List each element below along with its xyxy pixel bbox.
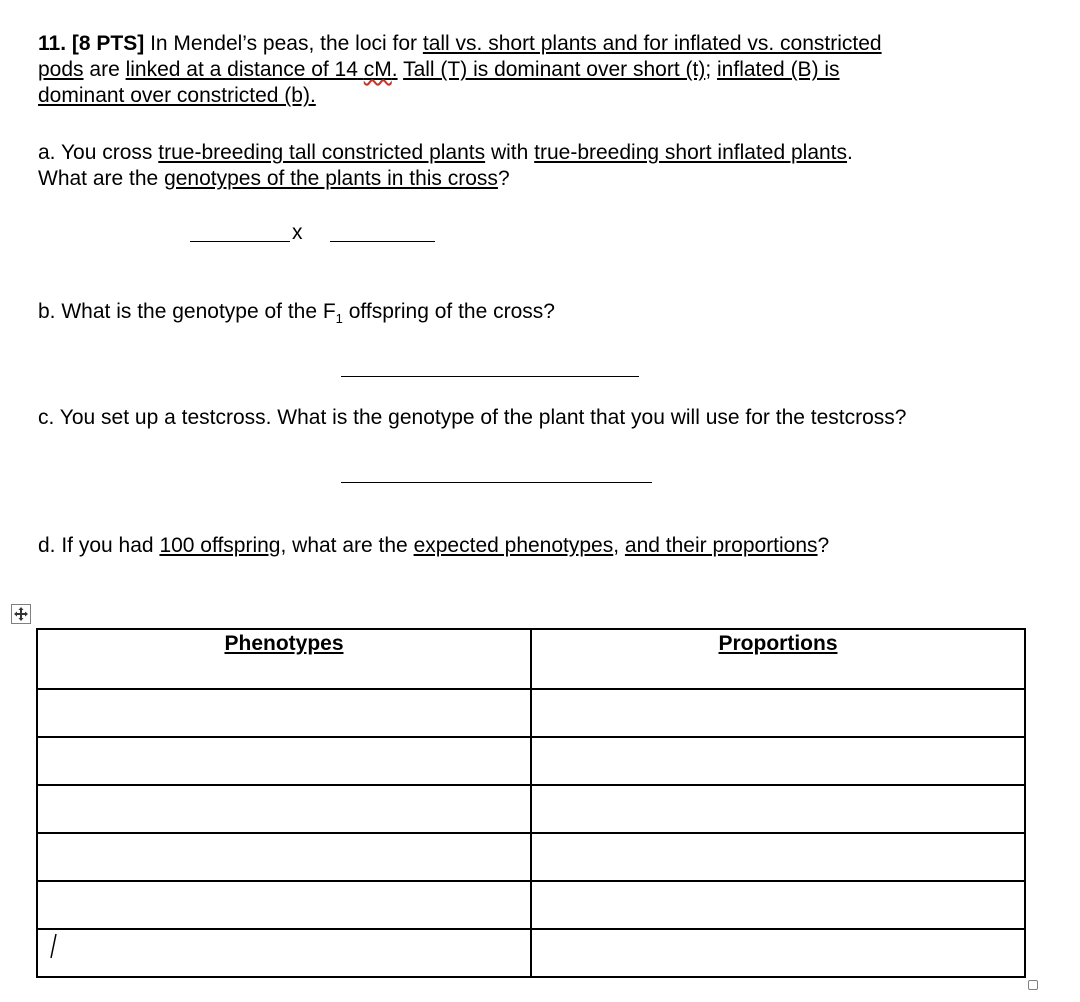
period: . <box>847 141 853 164</box>
linked-text: linked at a distance of 14 <box>125 58 358 81</box>
table-row <box>37 689 1025 737</box>
table-move-icon[interactable] <box>11 604 31 624</box>
question-intro: In Mendel’s peas, the loci for <box>150 32 418 55</box>
part-a-line-2 <box>38 166 853 192</box>
table-resize-icon[interactable] <box>1028 980 1038 990</box>
dominant-phrase: dominant over constricted (b). <box>38 84 316 107</box>
question-11 <box>38 31 882 109</box>
answer-blank-testcross[interactable] <box>341 482 652 483</box>
phenotypes-header <box>37 629 531 689</box>
phenotype-cell[interactable] <box>37 929 531 977</box>
part-c <box>38 405 907 431</box>
phenotype-cell[interactable] <box>37 833 531 881</box>
cm-unit: cM <box>363 58 392 81</box>
part-b <box>38 299 555 332</box>
question-line-2 <box>38 57 882 83</box>
text-cursor-icon <box>44 932 64 962</box>
part-c-text: c. You set up a testcross. What is the genotype of the plant that you will use for the testcross? <box>38 406 907 429</box>
proportions-header <box>531 629 1025 689</box>
semicolon: ; <box>705 58 712 81</box>
answer-blank-f1[interactable] <box>341 376 639 377</box>
question-points: [8 PTS] <box>71 32 145 55</box>
table-row <box>37 737 1025 785</box>
loci-phrase: tall vs. short plants and for inflated vs. constricted <box>422 32 882 55</box>
move-arrows-icon <box>14 607 28 621</box>
proportion-cell[interactable] <box>531 929 1025 977</box>
phenotype-table <box>36 628 1026 978</box>
part-b-text-1: b. What is the genotype of the F <box>38 300 336 323</box>
part-a-line2-start: What are the <box>38 167 159 190</box>
question-mark: ? <box>497 167 510 190</box>
f1-subscript: 1 <box>335 311 343 327</box>
linked-phrase: linked at a distance of 14 cM. <box>125 58 398 81</box>
inflated-phrase: inflated (B) is <box>717 58 840 81</box>
part-d-question-mark: ? <box>817 534 830 557</box>
proportions-phrase: and their proportions <box>624 534 818 557</box>
question-number: 11. <box>38 32 67 55</box>
phenotype-cell[interactable] <box>37 785 531 833</box>
part-a <box>38 140 853 192</box>
phenotype-cell[interactable] <box>37 737 531 785</box>
are-word: are <box>89 58 120 81</box>
part-a-line-1 <box>38 140 853 166</box>
phenotypes-phrase: expected phenotypes <box>413 534 614 557</box>
tall-phrase: Tall (T) is dominant over short (t) <box>403 58 706 81</box>
proportion-cell[interactable] <box>531 689 1025 737</box>
table-header-row <box>37 629 1025 689</box>
phenotype-cell[interactable] <box>37 881 531 929</box>
question-line-3 <box>38 83 882 109</box>
part-d <box>38 533 829 559</box>
phenotypes-header-text: Phenotypes <box>224 632 344 655</box>
part-b-text-2: offspring of the cross? <box>348 300 555 323</box>
table-row <box>37 881 1025 929</box>
pods-word: pods <box>38 58 84 81</box>
part-d-mid: , what are the <box>280 534 408 557</box>
offspring-phrase: 100 offspring <box>159 534 281 557</box>
proportions-header-text: Proportions <box>718 632 838 655</box>
proportion-cell[interactable] <box>531 881 1025 929</box>
proportion-cell[interactable] <box>531 833 1025 881</box>
answer-blank-parent-1[interactable] <box>190 241 290 242</box>
phenotype-cell[interactable] <box>37 689 531 737</box>
proportion-cell[interactable] <box>531 785 1025 833</box>
short-inflated-phrase: true-breeding short inflated plants <box>534 141 848 164</box>
table-row <box>37 929 1025 977</box>
genotypes-phrase: genotypes of the plants in this cross <box>164 167 498 190</box>
comma: , <box>613 534 620 557</box>
question-line-1 <box>38 31 882 57</box>
answer-blank-parent-2[interactable] <box>330 241 435 242</box>
cross-symbol: x <box>292 221 303 244</box>
proportion-cell[interactable] <box>531 737 1025 785</box>
table-row <box>37 785 1025 833</box>
part-d-label: d. If you had <box>38 534 154 557</box>
part-a-label: a. You cross <box>38 141 153 164</box>
table-row <box>37 833 1025 881</box>
with-word: with <box>490 141 529 164</box>
tall-constricted-phrase: true-breeding tall constricted plants <box>158 141 486 164</box>
